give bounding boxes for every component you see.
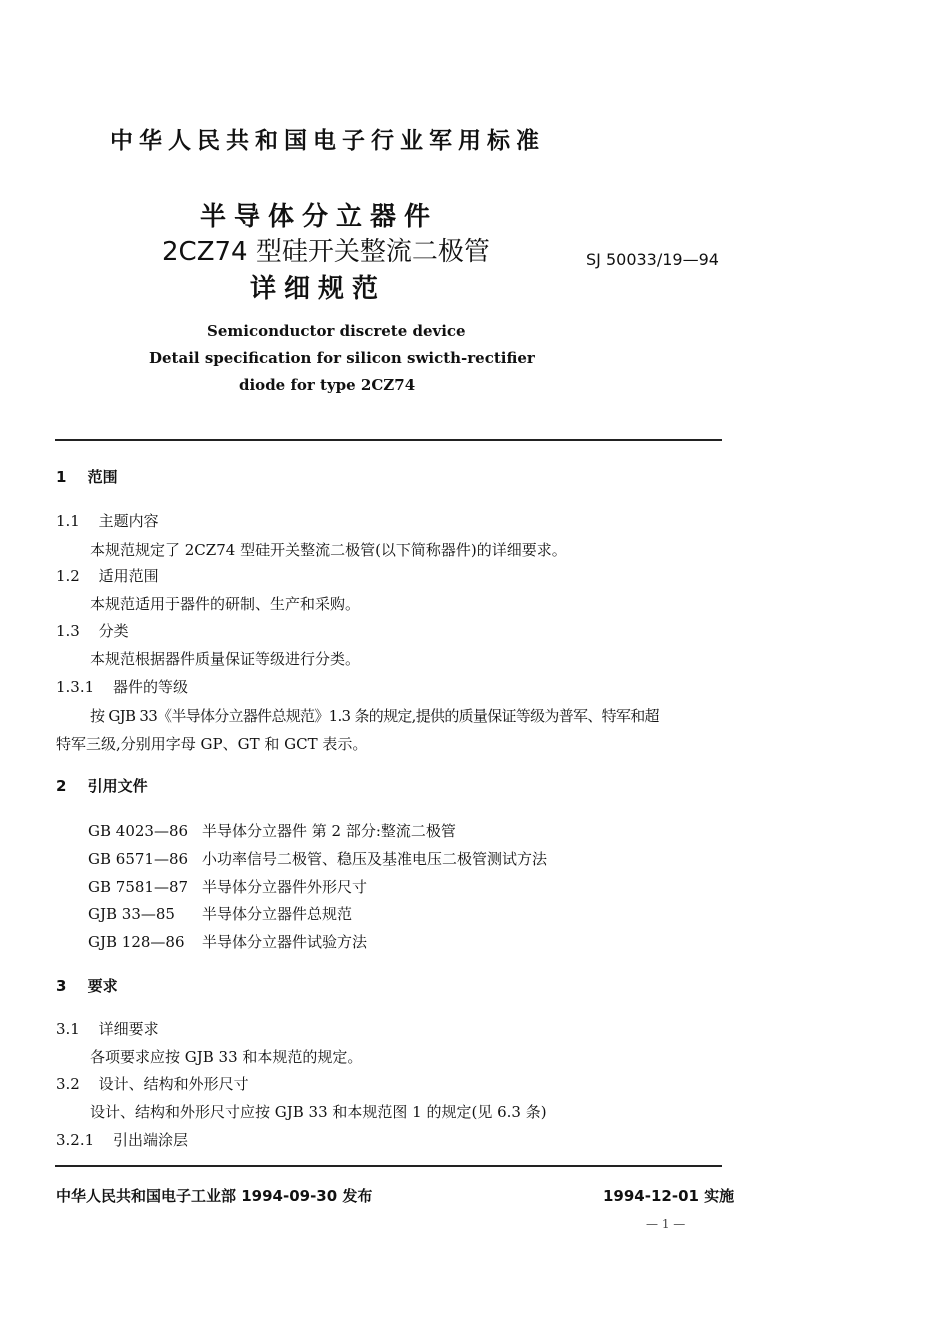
section-3-heading: [56, 975, 118, 996]
reference-code: GJB 128—86: [88, 933, 185, 951]
section-3-1-body: 各项要求应按 GJB 33 和本规范的规定。: [90, 1048, 363, 1066]
section-3-1-heading: [56, 1018, 159, 1039]
reference-code: GB 4023—86: [88, 822, 189, 840]
standard-category: 中华人民共和国电子行业军用标准: [110, 128, 545, 154]
reference-code: GB 6571—86: [88, 850, 189, 868]
section-title: 详细要求: [98, 1020, 159, 1038]
reference-item: [88, 820, 456, 841]
section-1-3-1-body-line1: 按 GJB 33《半导体分立器件总规范》1.3 条的规定,提供的质量保证等级为普军、特军和超: [90, 707, 659, 725]
title-en-line2: Detail specification for silicon swicth-rectifier: [149, 349, 535, 367]
section-number: 3: [56, 977, 67, 995]
section-1-1-body: 本规范规定了 2CZ74 型硅开关整流二极管(以下简称器件)的详细要求。: [90, 541, 567, 559]
reference-title: 半导体分立器件外形尺寸: [202, 878, 368, 896]
reference-code: GJB 33—85: [88, 905, 175, 923]
section-number: 3.2.1: [56, 1131, 95, 1149]
section-title: 适用范围: [98, 567, 159, 585]
section-title: 引出端涂层: [112, 1131, 188, 1149]
section-1-heading: [56, 466, 118, 487]
section-1-2-heading: [56, 565, 159, 586]
section-3-2-1-heading: [56, 1129, 188, 1150]
page-number: — 1 —: [646, 1217, 686, 1231]
section-title: 引用文件: [87, 777, 148, 795]
reference-item: [88, 931, 367, 952]
section-2-heading: [56, 775, 148, 796]
section-number: 1.1: [56, 512, 80, 530]
footer-divider: [55, 1165, 722, 1167]
section-title: 设计、结构和外形尺寸: [98, 1075, 249, 1093]
title-cn-line1: 半导体分立器件: [200, 202, 439, 232]
issue-statement: 中华人民共和国电子工业部 1994-09-30 发布: [56, 1187, 373, 1205]
section-number: 1: [56, 468, 67, 486]
section-title: 器件的等级: [112, 678, 188, 696]
reference-title: 半导体分立器件试验方法: [202, 933, 368, 951]
section-number: 1.3.1: [56, 678, 95, 696]
section-title: 要求: [87, 977, 118, 995]
title-cn-line2: 2CZ74 型硅开关整流二极管: [162, 237, 490, 267]
reference-item: [88, 848, 547, 869]
reference-title: 小功率信号二极管、稳压及基准电压二极管测试方法: [202, 850, 548, 868]
section-1-2-body: 本规范适用于器件的研制、生产和采购。: [90, 595, 361, 613]
section-title: 主题内容: [98, 512, 159, 530]
reference-item: [88, 903, 352, 924]
section-1-3-heading: [56, 620, 129, 641]
title-en-line1: Semiconductor discrete device: [207, 322, 466, 340]
title-en-line3: diode for type 2CZ74: [239, 376, 416, 394]
section-number: 2: [56, 777, 67, 795]
section-3-2-body: 设计、结构和外形尺寸应按 GJB 33 和本规范图 1 的规定(见 6.3 条): [90, 1103, 547, 1121]
section-title: 范围: [87, 468, 118, 486]
title-cn-line3: 详细规范: [250, 274, 387, 304]
reference-title: 半导体分立器件 第 2 部分:整流二极管: [202, 822, 456, 840]
section-number: 3.2: [56, 1075, 80, 1093]
reference-item: [88, 876, 367, 897]
section-3-2-heading: [56, 1073, 249, 1094]
section-number: 1.2: [56, 567, 80, 585]
reference-code: GB 7581—87: [88, 878, 189, 896]
reference-title: 半导体分立器件总规范: [202, 905, 353, 923]
header-divider: [55, 439, 722, 441]
section-number: 1.3: [56, 622, 80, 640]
section-title: 分类: [98, 622, 129, 640]
section-1-3-1-body-line2: 特军三级,分别用字母 GP、GT 和 GCT 表示。: [56, 735, 368, 753]
section-1-1-heading: [56, 510, 159, 531]
section-1-3-body: 本规范根据器件质量保证等级进行分类。: [90, 650, 361, 668]
section-1-3-1-heading: [56, 676, 188, 697]
standard-number: SJ 50033/19—94: [586, 250, 719, 269]
effective-date: 1994-12-01 实施: [603, 1187, 735, 1205]
section-number: 3.1: [56, 1020, 80, 1038]
